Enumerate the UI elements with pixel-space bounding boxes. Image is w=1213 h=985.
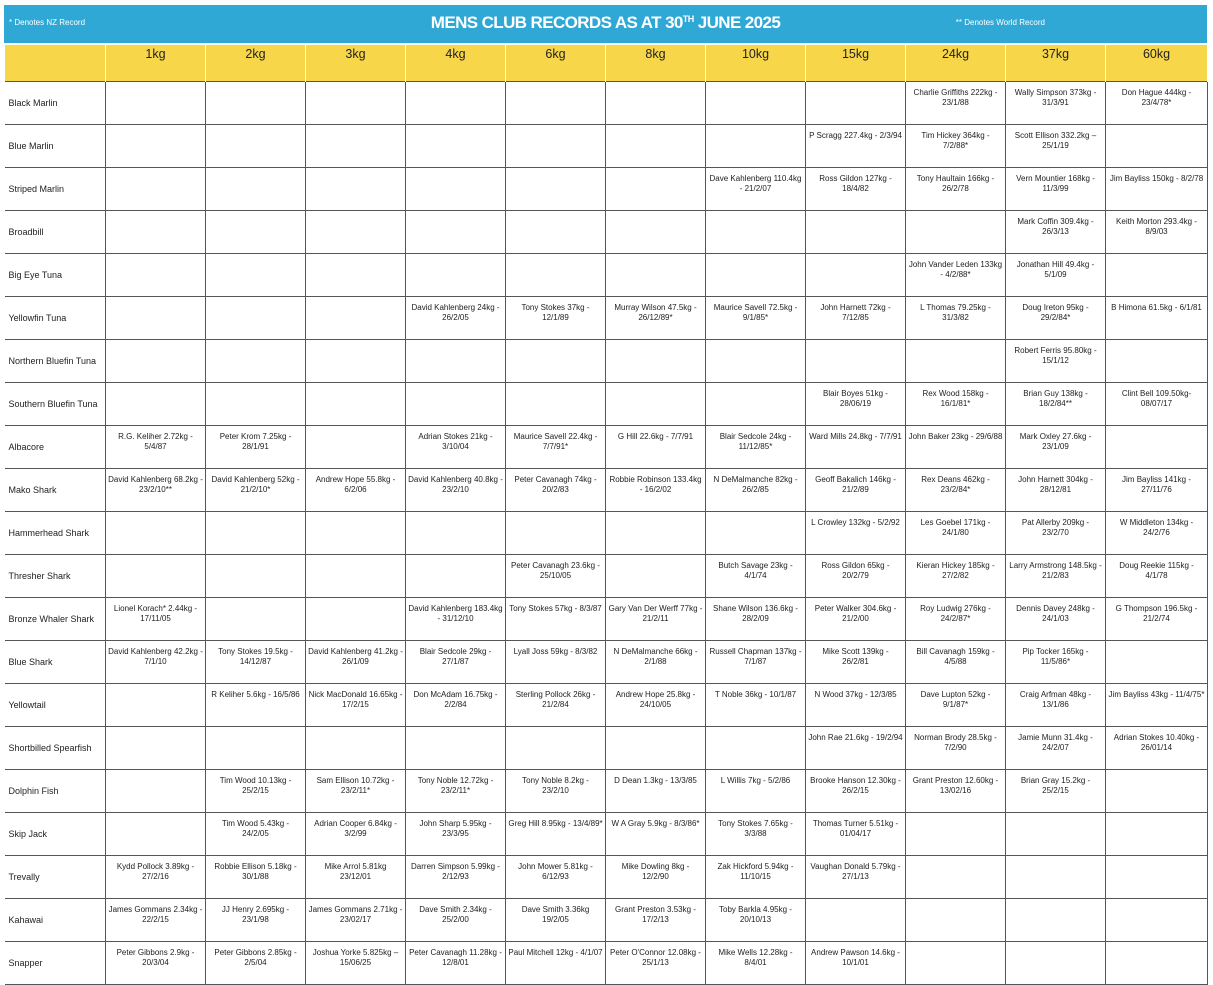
record-cell: Dave Lupton 52kg - 9/1/87* <box>906 684 1006 727</box>
record-cell <box>606 168 706 211</box>
species-name: Albacore <box>5 426 106 469</box>
record-cell <box>306 598 406 641</box>
record-cell: Murray Wilson 47.5kg - 26/12/89* <box>606 297 706 340</box>
record-cell: Mike Dowling 8kg - 12/2/90 <box>606 856 706 899</box>
record-cell <box>906 899 1006 942</box>
title-banner <box>4 5 1207 43</box>
record-cell <box>106 125 206 168</box>
record-cell: Blair Sedcole 29kg - 27/1/87 <box>406 641 506 684</box>
record-cell <box>306 82 406 125</box>
record-cell <box>106 813 206 856</box>
record-cell: Ward Mills 24.8kg - 7/7/91 <box>806 426 906 469</box>
record-cell: Jim Bayliss 141kg - 27/11/76 <box>1106 469 1208 512</box>
record-cell: John Rae 21.6kg - 19/2/94 <box>806 727 906 770</box>
world-record-note: ** Denotes World Record <box>955 18 1045 27</box>
records-table <box>4 45 1208 985</box>
table-row <box>5 684 1208 727</box>
record-cell <box>206 211 306 254</box>
record-cell: Russell Chapman 137kg - 7/1/87 <box>706 641 806 684</box>
record-cell: Roy Ludwig 276kg - 24/2/87* <box>906 598 1006 641</box>
species-name: Mako Shark <box>5 469 106 512</box>
record-cell: Sterling Pollock 26kg - 21/2/84 <box>506 684 606 727</box>
record-cell: Tim Wood 10.13kg - 25/2/15 <box>206 770 306 813</box>
record-cell <box>306 727 406 770</box>
record-cell <box>306 297 406 340</box>
record-cell <box>106 254 206 297</box>
record-cell <box>406 340 506 383</box>
record-cell <box>1006 856 1106 899</box>
record-cell: Tony Haultain 166kg - 26/2/78 <box>906 168 1006 211</box>
record-cell: Gary Van Der Werff 77kg - 21/2/11 <box>606 598 706 641</box>
record-cell: James Gommans 2.34kg - 22/2/15 <box>106 899 206 942</box>
species-name: Yellowfin Tuna <box>5 297 106 340</box>
record-cell: Adrian Cooper 6.84kg - 3/2/99 <box>306 813 406 856</box>
record-cell <box>1106 942 1208 985</box>
record-cell <box>706 211 806 254</box>
record-cell <box>306 168 406 211</box>
record-cell: Brian Gray 15.2kg - 25/2/15 <box>1006 770 1106 813</box>
record-cell: Doug Reekie 115kg - 4/1/78 <box>1106 555 1208 598</box>
record-cell: Geoff Bakalich 146kg - 21/2/89 <box>806 469 906 512</box>
record-cell <box>106 82 206 125</box>
record-cell: Keith Morton 293.4kg - 8/9/03 <box>1106 211 1208 254</box>
record-cell: Kydd Pollock 3.89kg - 27/2/16 <box>106 856 206 899</box>
record-cell <box>606 383 706 426</box>
record-cell: John Vander Leden 133kg - 4/2/88* <box>906 254 1006 297</box>
species-name: Southern Bluefin Tuna <box>5 383 106 426</box>
record-cell <box>806 340 906 383</box>
record-cell <box>606 82 706 125</box>
record-cell: Jim Bayliss 43kg - 11/4/75* <box>1106 684 1208 727</box>
record-cell <box>106 684 206 727</box>
record-cell: Peter Cavanagh 23.6kg - 25/10/05 <box>506 555 606 598</box>
record-cell: L Thomas 79.25kg - 31/3/82 <box>906 297 1006 340</box>
record-cell: N Wood 37kg - 12/3/85 <box>806 684 906 727</box>
record-cell: Tim Wood 5.43kg - 24/2/05 <box>206 813 306 856</box>
record-cell: Maurice Savell 22.4kg - 7/7/91* <box>506 426 606 469</box>
record-cell <box>706 340 806 383</box>
table-row <box>5 125 1208 168</box>
record-cell: Andrew Hope 55.8kg - 6/2/06 <box>306 469 406 512</box>
record-cell <box>506 211 606 254</box>
record-cell <box>606 727 706 770</box>
header-weight-class: 4kg <box>406 45 506 82</box>
record-cell <box>606 211 706 254</box>
record-cell: Joshua Yorke 5.825kg – 15/06/25 <box>306 942 406 985</box>
record-cell: Peter O'Connor 12.08kg - 25/1/13 <box>606 942 706 985</box>
records-sheet <box>4 5 1207 985</box>
species-name: Dolphin Fish <box>5 770 106 813</box>
record-cell <box>1106 426 1208 469</box>
record-cell: Scott Ellison 332.2kg – 25/1/19 <box>1006 125 1106 168</box>
record-cell <box>206 297 306 340</box>
record-cell <box>1006 899 1106 942</box>
record-cell <box>506 512 606 555</box>
record-cell: P Scragg 227.4kg - 2/3/94 <box>806 125 906 168</box>
title-superscript: TH <box>682 14 694 24</box>
table-row <box>5 383 1208 426</box>
record-cell: Lyall Joss 59kg - 8/3/82 <box>506 641 606 684</box>
record-cell: Lionel Korach* 2.44kg - 17/11/05 <box>106 598 206 641</box>
record-cell <box>806 211 906 254</box>
weight-class-header <box>5 45 1208 82</box>
record-cell <box>1006 813 1106 856</box>
header-weight-class: 37kg <box>1006 45 1106 82</box>
record-cell <box>106 770 206 813</box>
record-cell: Maurice Savell 72.5kg - 9/1/85* <box>706 297 806 340</box>
title-end: JUNE 2025 <box>693 13 781 32</box>
record-cell: Dave Smith 3.36kg 19/2/05 <box>506 899 606 942</box>
header-weight-class: 15kg <box>806 45 906 82</box>
table-row <box>5 727 1208 770</box>
record-cell: John Sharp 5.95kg - 23/3/95 <box>406 813 506 856</box>
record-cell: Rex Wood 158kg - 16/1/81* <box>906 383 1006 426</box>
record-cell <box>506 168 606 211</box>
record-cell <box>906 856 1006 899</box>
record-cell: Larry Armstrong 148.5kg - 21/2/83 <box>1006 555 1106 598</box>
species-name: Blue Marlin <box>5 125 106 168</box>
header-weight-class: 60kg <box>1106 45 1208 82</box>
record-cell: R.G. Keliher 2.72kg - 5/4/87 <box>106 426 206 469</box>
record-cell <box>206 727 306 770</box>
record-cell: Grant Preston 3.53kg - 17/2/13 <box>606 899 706 942</box>
table-row <box>5 168 1208 211</box>
record-cell: Adrian Stokes 21kg - 3/10/04 <box>406 426 506 469</box>
record-cell <box>306 254 406 297</box>
record-cell <box>606 254 706 297</box>
record-cell: JJ Henry 2.695kg - 23/1/98 <box>206 899 306 942</box>
record-cell <box>806 82 906 125</box>
record-cell: Ross Gildon 127kg - 18/4/82 <box>806 168 906 211</box>
record-cell <box>206 512 306 555</box>
species-name: Broadbill <box>5 211 106 254</box>
record-cell <box>706 82 806 125</box>
record-cell: Andrew Hope 25.8kg - 24/10/05 <box>606 684 706 727</box>
record-cell: Paul Mitchell 12kg - 4/1/07 <box>506 942 606 985</box>
table-row <box>5 82 1208 125</box>
record-cell: Robbie Ellison 5.18kg - 30/1/88 <box>206 856 306 899</box>
record-cell <box>1106 856 1208 899</box>
record-cell: Vaughan Donald 5.79kg - 27/1/13 <box>806 856 906 899</box>
record-cell: David Kahlenberg 24kg - 26/2/05 <box>406 297 506 340</box>
record-cell: Brian Guy 138kg - 18/2/84** <box>1006 383 1106 426</box>
record-cell <box>306 512 406 555</box>
record-cell <box>406 727 506 770</box>
record-cell: G Thompson 196.5kg - 21/2/74 <box>1106 598 1208 641</box>
record-cell: D Dean 1.3kg - 13/3/85 <box>606 770 706 813</box>
species-name: Shortbilled Spearfish <box>5 727 106 770</box>
record-cell <box>906 942 1006 985</box>
record-cell: Ross Gildon 65kg - 20/2/79 <box>806 555 906 598</box>
record-cell: Tony Noble 8.2kg - 23/2/10 <box>506 770 606 813</box>
record-cell: Shane Wilson 136.6kg - 28/2/09 <box>706 598 806 641</box>
record-cell <box>1106 125 1208 168</box>
record-cell <box>906 813 1006 856</box>
record-cell: W A Gray 5.9kg - 8/3/86* <box>606 813 706 856</box>
record-cell <box>206 598 306 641</box>
record-cell: Dave Kahlenberg 110.4kg - 21/2/07 <box>706 168 806 211</box>
record-cell <box>606 340 706 383</box>
record-cell: Pip Tocker 165kg - 11/5/86* <box>1006 641 1106 684</box>
record-cell <box>1106 813 1208 856</box>
record-cell <box>106 340 206 383</box>
table-row <box>5 856 1208 899</box>
record-cell <box>606 555 706 598</box>
record-cell <box>1106 254 1208 297</box>
record-cell: Pat Allerby 209kg - 23/2/70 <box>1006 512 1106 555</box>
record-cell <box>906 340 1006 383</box>
record-cell: Darren Simpson 5.99kg - 2/12/93 <box>406 856 506 899</box>
record-cell: Tony Stokes 37kg - 12/1/89 <box>506 297 606 340</box>
record-cell: Charlie Griffiths 222kg - 23/1/88 <box>906 82 1006 125</box>
table-row <box>5 211 1208 254</box>
record-cell <box>106 383 206 426</box>
species-name: Bronze Whaler Shark <box>5 598 106 641</box>
table-row <box>5 340 1208 383</box>
species-name: Big Eye Tuna <box>5 254 106 297</box>
record-cell <box>506 383 606 426</box>
species-name: Northern Bluefin Tuna <box>5 340 106 383</box>
record-cell <box>706 254 806 297</box>
species-name: Snapper <box>5 942 106 985</box>
record-cell: Clint Bell 109.50kg- 08/07/17 <box>1106 383 1208 426</box>
record-cell: Adrian Stokes 10.40kg - 26/01/14 <box>1106 727 1208 770</box>
table-row <box>5 469 1208 512</box>
record-cell: Tony Stokes 7.65kg - 3/3/88 <box>706 813 806 856</box>
record-cell: David Kahlenberg 183.4kg - 31/12/10 <box>406 598 506 641</box>
record-cell: Tony Stokes 57kg - 8/3/87 <box>506 598 606 641</box>
species-name: Trevally <box>5 856 106 899</box>
record-cell: Dave Smith 2.34kg - 25/2/00 <box>406 899 506 942</box>
record-cell <box>1106 770 1208 813</box>
record-cell <box>306 555 406 598</box>
table-row <box>5 426 1208 469</box>
record-cell: Jonathan Hill 49.4kg - 5/1/09 <box>1006 254 1106 297</box>
record-cell: Blair Sedcole 24kg - 11/12/85* <box>706 426 806 469</box>
record-cell <box>406 125 506 168</box>
record-cell: Zak Hickford 5.94kg - 11/10/15 <box>706 856 806 899</box>
record-cell <box>606 512 706 555</box>
header-weight-class: 6kg <box>506 45 606 82</box>
record-cell: Don Hague 444kg - 23/4/78* <box>1106 82 1208 125</box>
species-name: Skip Jack <box>5 813 106 856</box>
record-cell: Grant Preston 12.60kg - 13/02/16 <box>906 770 1006 813</box>
record-cell: John Mower 5.81kg - 6/12/93 <box>506 856 606 899</box>
record-cell <box>206 168 306 211</box>
record-cell <box>506 82 606 125</box>
record-cell: Rex Deans 462kg - 23/2/84* <box>906 469 1006 512</box>
record-cell: Tony Noble 12.72kg - 23/2/11* <box>406 770 506 813</box>
header-weight-class: 8kg <box>606 45 706 82</box>
record-cell <box>1106 899 1208 942</box>
record-cell: N DeMalmanche 82kg - 26/2/85 <box>706 469 806 512</box>
record-cell: W Middleton 134kg - 24/2/76 <box>1106 512 1208 555</box>
record-cell <box>106 168 206 211</box>
record-cell: Tony Stokes 19.5kg - 14/12/87 <box>206 641 306 684</box>
header-weight-class: 3kg <box>306 45 406 82</box>
table-row <box>5 297 1208 340</box>
record-cell <box>506 340 606 383</box>
species-name: Hammerhead Shark <box>5 512 106 555</box>
record-cell: Peter Cavanagh 11.28kg - 12/8/01 <box>406 942 506 985</box>
header-weight-class: 2kg <box>206 45 306 82</box>
record-cell: Wally Simpson 373kg - 31/3/91 <box>1006 82 1106 125</box>
record-cell <box>406 383 506 426</box>
record-cell <box>106 555 206 598</box>
record-cell: Bill Cavanagh 159kg - 4/5/88 <box>906 641 1006 684</box>
record-cell: Peter Cavanagh 74kg - 20/2/83 <box>506 469 606 512</box>
table-row <box>5 813 1208 856</box>
record-cell <box>906 211 1006 254</box>
table-row <box>5 555 1208 598</box>
record-cell: Andrew Pawson 14.6kg - 10/1/01 <box>806 942 906 985</box>
header-weight-class: 24kg <box>906 45 1006 82</box>
record-cell <box>206 383 306 426</box>
record-cell <box>306 426 406 469</box>
record-cell <box>406 82 506 125</box>
species-name: Blue Shark <box>5 641 106 684</box>
record-cell: Doug Ireton 95kg - 29/2/84* <box>1006 297 1106 340</box>
record-cell <box>106 727 206 770</box>
record-cell: Mark Oxley 27.6kg - 23/1/09 <box>1006 426 1106 469</box>
record-cell: Mark Coffin 309.4kg - 26/3/13 <box>1006 211 1106 254</box>
table-row <box>5 598 1208 641</box>
record-cell: Peter Gibbons 2.9kg - 20/3/04 <box>106 942 206 985</box>
title-main: MENS CLUB RECORDS AS AT 30 <box>430 13 683 32</box>
record-cell <box>506 727 606 770</box>
nz-record-note: * Denotes NZ Record <box>9 18 86 27</box>
record-cell: T Noble 36kg - 10/1/87 <box>706 684 806 727</box>
species-name: Kahawai <box>5 899 106 942</box>
record-cell <box>306 125 406 168</box>
record-cell: G Hill 22.6kg - 7/7/91 <box>606 426 706 469</box>
record-cell <box>506 125 606 168</box>
table-row <box>5 942 1208 985</box>
record-cell <box>206 340 306 383</box>
record-cell <box>1006 942 1106 985</box>
record-cell: Norman Brody 28.5kg - 7/2/90 <box>906 727 1006 770</box>
record-cell <box>406 254 506 297</box>
record-cell <box>706 125 806 168</box>
record-cell: John Harnett 72kg - 7/12/85 <box>806 297 906 340</box>
record-cell: Butch Savage 23kg - 4/1/74 <box>706 555 806 598</box>
table-row <box>5 770 1208 813</box>
record-cell <box>406 512 506 555</box>
record-cell: Don McAdam 16.75kg - 2/2/84 <box>406 684 506 727</box>
record-cell: L Crowley 132kg - 5/2/92 <box>806 512 906 555</box>
record-cell: N DeMalmanche 66kg - 2/1/88 <box>606 641 706 684</box>
record-cell: Peter Gibbons 2.85kg - 2/5/04 <box>206 942 306 985</box>
record-cell: John Baker 23kg - 29/6/88 <box>906 426 1006 469</box>
record-cell: Jim Bayliss 150kg - 8/2/78 <box>1106 168 1208 211</box>
record-cell: R Keliher 5.6kg - 16/5/86 <box>206 684 306 727</box>
record-cell <box>206 125 306 168</box>
record-cell <box>706 383 806 426</box>
record-cell <box>406 168 506 211</box>
record-cell: Sam Ellison 10.72kg - 23/2/11* <box>306 770 406 813</box>
record-cell: Dennis Davey 248kg - 24/1/03 <box>1006 598 1106 641</box>
record-cell: Peter Walker 304.6kg - 21/2/00 <box>806 598 906 641</box>
record-cell <box>1106 641 1208 684</box>
record-cell: Toby Barkla 4.95kg - 20/10/13 <box>706 899 806 942</box>
record-cell: David Kahlenberg 68.2kg - 23/2/10** <box>106 469 206 512</box>
record-cell <box>406 211 506 254</box>
record-cell <box>806 254 906 297</box>
record-cell <box>206 254 306 297</box>
record-cell: Blair Boyes 51kg - 28/06/19 <box>806 383 906 426</box>
record-cell <box>806 899 906 942</box>
record-cell <box>106 211 206 254</box>
record-cell <box>106 297 206 340</box>
record-cell: L Willis 7kg - 5/2/86 <box>706 770 806 813</box>
record-cell: Greg Hill 8.95kg - 13/4/89* <box>506 813 606 856</box>
table-row <box>5 254 1208 297</box>
record-cell: Craig Arfman 48kg - 13/1/86 <box>1006 684 1106 727</box>
record-cell <box>706 512 806 555</box>
record-cell: B Himona 61.5kg - 6/1/81 <box>1106 297 1208 340</box>
record-cell: Brooke Hanson 12.30kg - 26/2/15 <box>806 770 906 813</box>
records-body <box>5 82 1208 985</box>
species-name: Yellowtail <box>5 684 106 727</box>
record-cell: Nick MacDonald 16.65kg - 17/2/15 <box>306 684 406 727</box>
record-cell: Mike Scott 139kg - 26/2/81 <box>806 641 906 684</box>
record-cell: Jamie Munn 31.4kg - 24/2/07 <box>1006 727 1106 770</box>
record-cell: Thomas Turner 5.51kg - 01/04/17 <box>806 813 906 856</box>
record-cell: Mike Arrol 5.81kg 23/12/01 <box>306 856 406 899</box>
record-cell <box>1106 340 1208 383</box>
record-cell: Mike Wells 12.28kg - 8/4/01 <box>706 942 806 985</box>
record-cell: John Harnett 304kg - 28/12/81 <box>1006 469 1106 512</box>
record-cell: Les Goebel 171kg - 24/1/80 <box>906 512 1006 555</box>
species-name: Striped Marlin <box>5 168 106 211</box>
record-cell: Robbie Robinson 133.4kg - 16/2/02 <box>606 469 706 512</box>
record-cell <box>606 125 706 168</box>
table-row <box>5 641 1208 684</box>
header-weight-class: 1kg <box>106 45 206 82</box>
record-cell: David Kahlenberg 52kg - 21/2/10* <box>206 469 306 512</box>
record-cell <box>306 383 406 426</box>
record-cell: Peter Krom 7.25kg - 28/1/91 <box>206 426 306 469</box>
record-cell: Vern Mountier 168kg - 11/3/99 <box>1006 168 1106 211</box>
record-cell: James Gommans 2.71kg - 23/02/17 <box>306 899 406 942</box>
record-cell <box>206 82 306 125</box>
record-cell: David Kahlenberg 41.2kg - 26/1/09 <box>306 641 406 684</box>
record-cell: Tim Hickey 364kg - 7/2/88* <box>906 125 1006 168</box>
record-cell <box>106 512 206 555</box>
record-cell <box>406 555 506 598</box>
record-cell <box>306 340 406 383</box>
record-cell: Robert Ferris 95.80kg - 15/1/12 <box>1006 340 1106 383</box>
record-cell: David Kahlenberg 40.8kg - 23/2/10 <box>406 469 506 512</box>
species-name: Black Marlin <box>5 82 106 125</box>
record-cell: David Kahlenberg 42.2kg - 7/1/10 <box>106 641 206 684</box>
record-cell <box>506 254 606 297</box>
record-cell <box>206 555 306 598</box>
species-name: Thresher Shark <box>5 555 106 598</box>
header-species-cell <box>5 45 106 82</box>
record-cell: Kieran Hickey 185kg - 27/2/82 <box>906 555 1006 598</box>
header-weight-class: 10kg <box>706 45 806 82</box>
record-cell <box>306 211 406 254</box>
record-cell <box>706 727 806 770</box>
table-row <box>5 899 1208 942</box>
table-row <box>5 512 1208 555</box>
